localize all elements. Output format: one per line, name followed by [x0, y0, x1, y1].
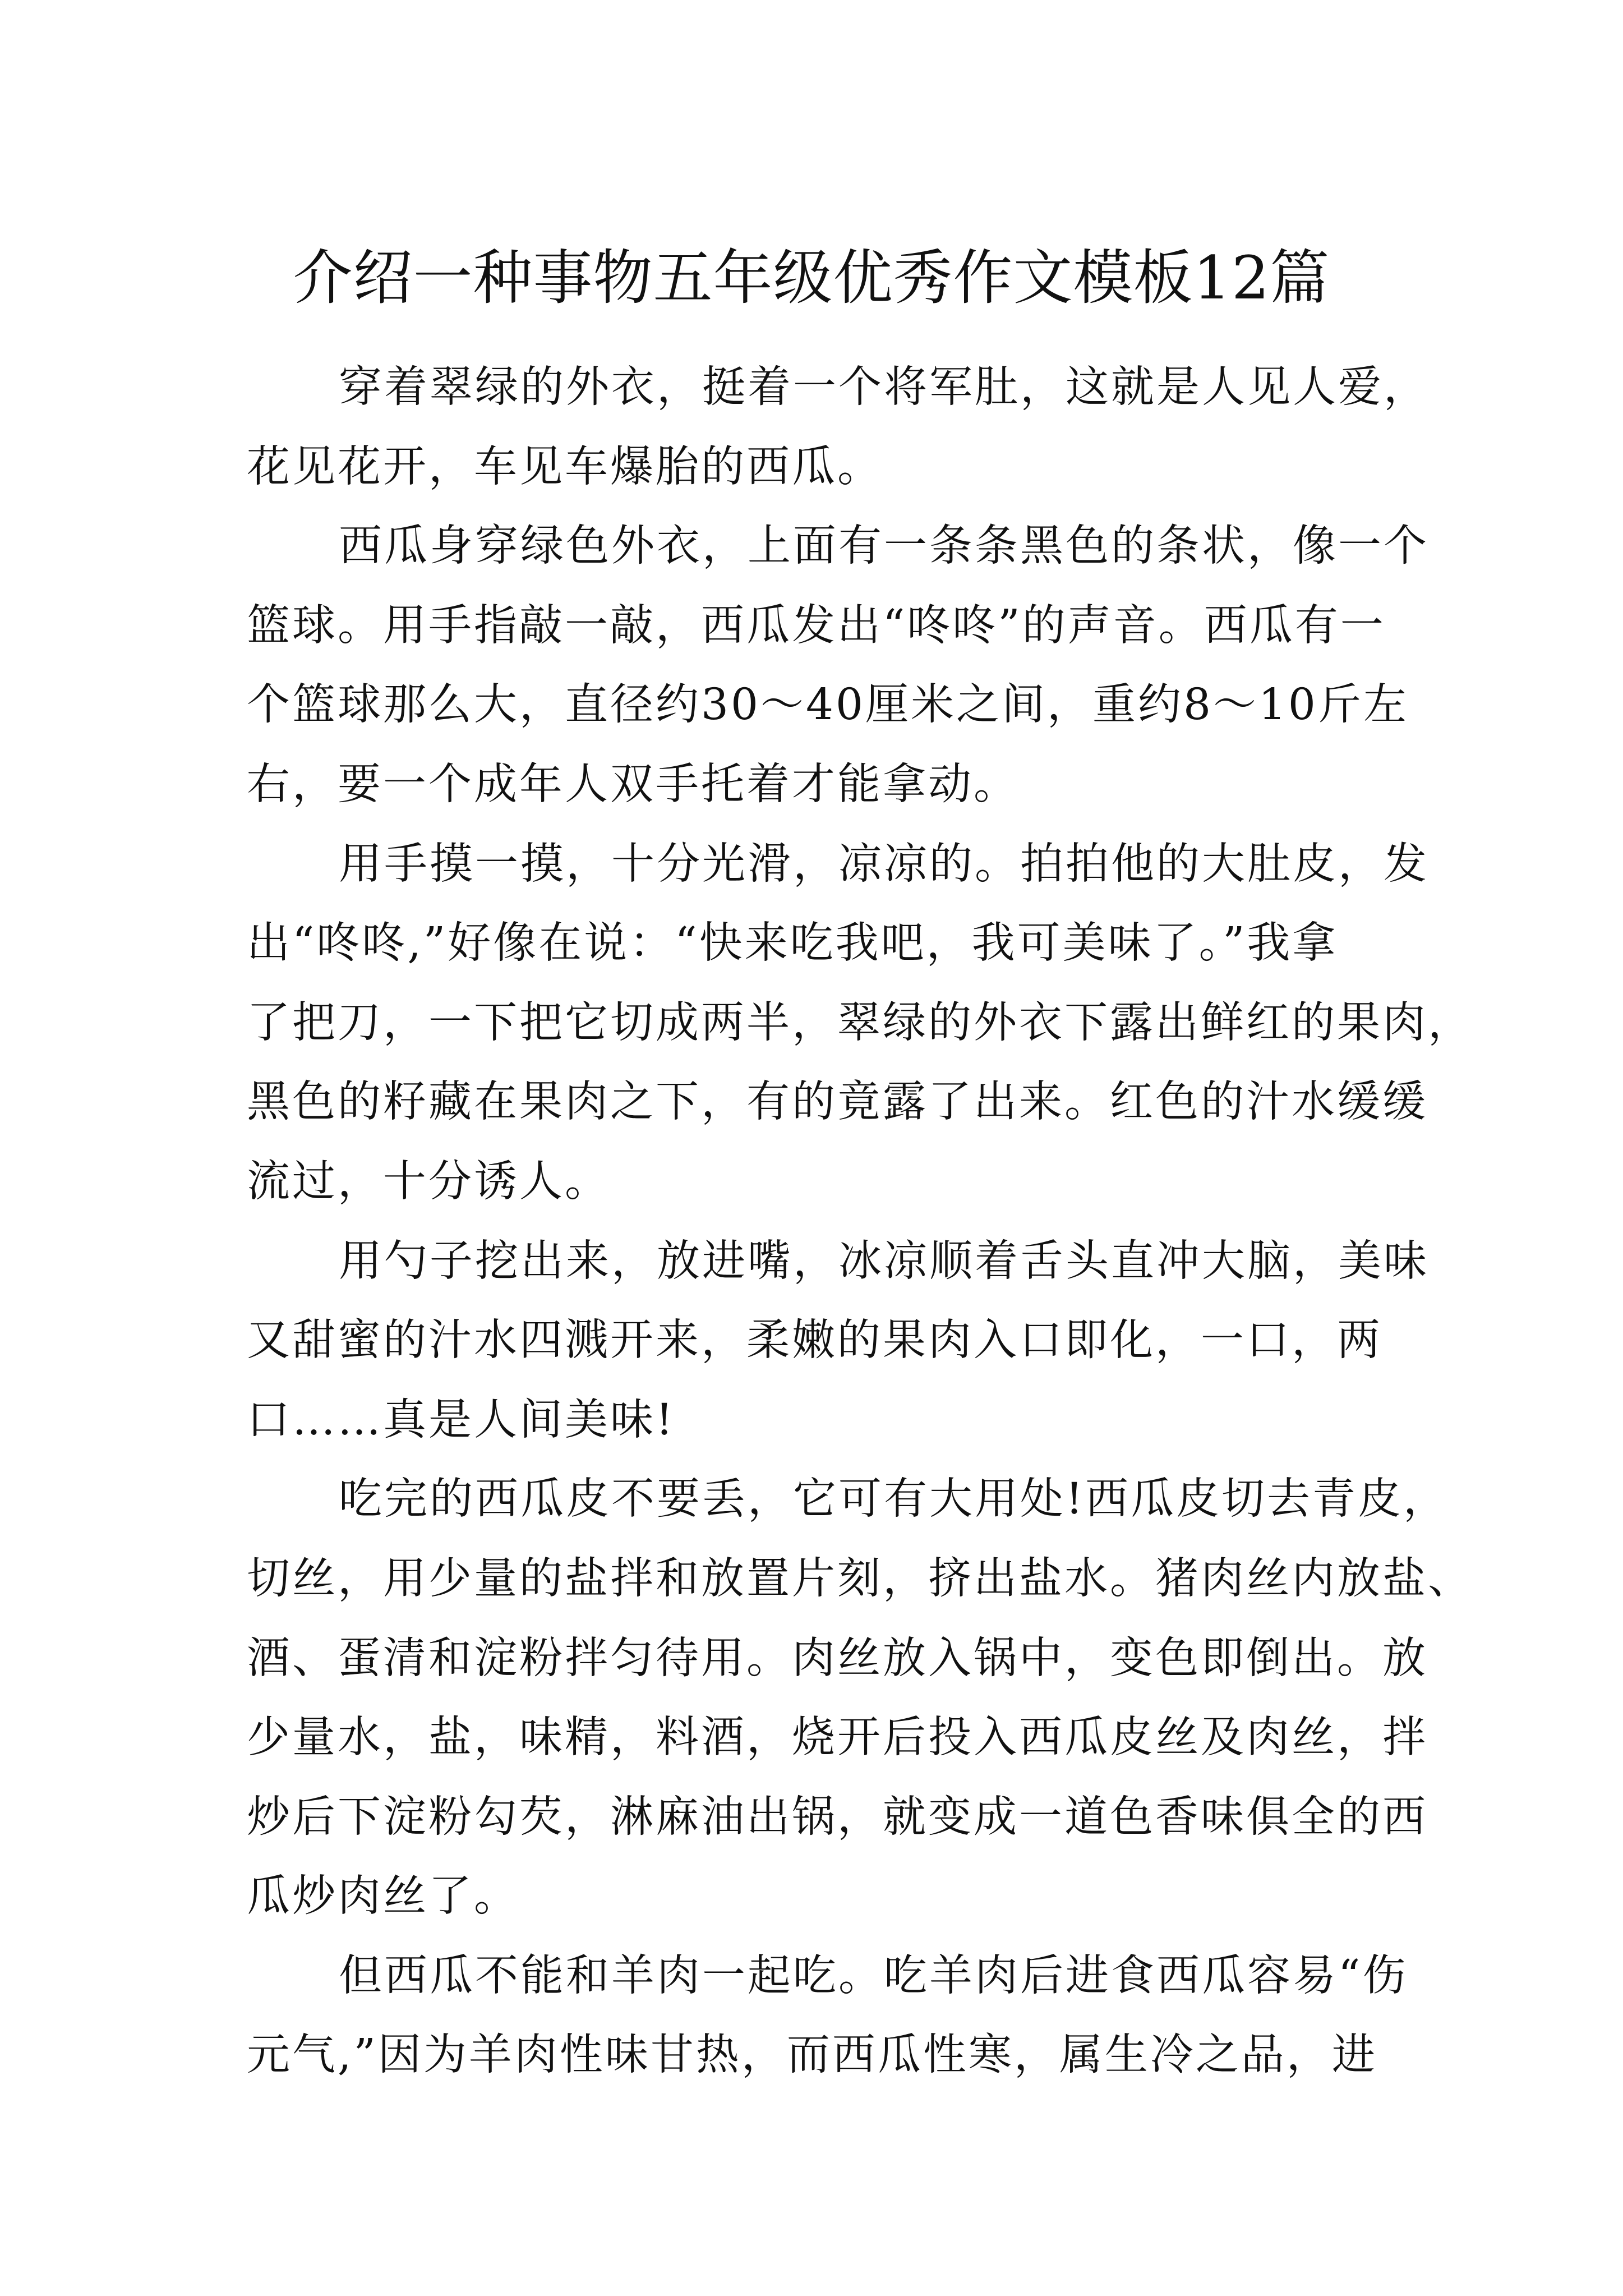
paragraph-first-line: 穿着翠绿的外衣，挺着一个将军肚，这就是人见人爱， — [339, 362, 1429, 412]
paragraph-line: 出“咚咚,”好像在说：“快来吃我吧，我可美味了。”我拿 — [247, 918, 1338, 969]
paragraph-first-line: 用手摸一摸，十分光滑，凉凉的。拍拍他的大肚皮，发 — [339, 839, 1429, 889]
paragraph-first-line: 吃完的西瓜皮不要丢，它可有大用处!西瓜皮切去青皮， — [339, 1474, 1449, 1525]
paragraph-line: 元气,”因为羊肉性味甘热，而西瓜性寒，属生冷之品，进 — [247, 2030, 1377, 2081]
document-body — [247, 348, 1473, 2095]
paragraph-line: 右，要一个成年人双手托着才能拿动。 — [247, 759, 1019, 809]
document-title: 介绍一种事物五年级优秀作文模板12篇 — [293, 243, 1330, 313]
paragraph-first-line: 用勺子挖出来，放进嘴，冰凉顺着舌头直冲大脑，美味 — [339, 1236, 1429, 1286]
paragraph-first-line: 但西瓜不能和羊肉一起吃。吃羊肉后进食西瓜容易“伤 — [339, 1950, 1408, 2001]
paragraph-line: 瓜炒肉丝了。 — [247, 1871, 519, 1922]
paragraph-line: 少量水，盐，味精，料酒，烧开后投入西瓜皮丝及肉丝，拌 — [247, 1713, 1428, 1763]
paragraph-line: 黑色的籽藏在果肉之下，有的竟露了出来。红色的汁水缓缓 — [247, 1077, 1428, 1128]
paragraph-line: 了把刀，一下把它切成两半，翠绿的外衣下露出鲜红的果肉， — [247, 997, 1473, 1048]
paragraph-line: 口……真是人间美味! — [247, 1395, 675, 1445]
paragraph-line: 篮球。用手指敲一敲，西瓜发出“咚咚”的声音。西瓜有一 — [247, 600, 1386, 651]
paragraph-first-line: 西瓜身穿绿色外衣，上面有一条条黑色的条状，像一个 — [339, 521, 1429, 572]
paragraph-line: 流过，十分诱人。 — [247, 1156, 610, 1207]
paragraph-line: 又甜蜜的汁水四溅开来，柔嫩的果肉入口即化，一口，两 — [247, 1315, 1382, 1366]
paragraph-line: 个篮球那么大，直径约30～40厘米之间，重约8～10斤左 — [247, 680, 1409, 730]
paragraph-line: 花见花开，车见车爆胎的西瓜。 — [247, 441, 883, 492]
paragraph-line: 切丝，用少量的盐拌和放置片刻，挤出盐水。猪肉丝内放盐、 — [247, 1553, 1473, 1604]
paragraph-line: 酒、蛋清和淀粉拌匀待用。肉丝放入锅中，变色即倒出。放 — [247, 1633, 1428, 1683]
paragraph-line: 炒后下淀粉勾芡，淋麻油出锅，就变成一道色香味俱全的西 — [247, 1792, 1428, 1842]
